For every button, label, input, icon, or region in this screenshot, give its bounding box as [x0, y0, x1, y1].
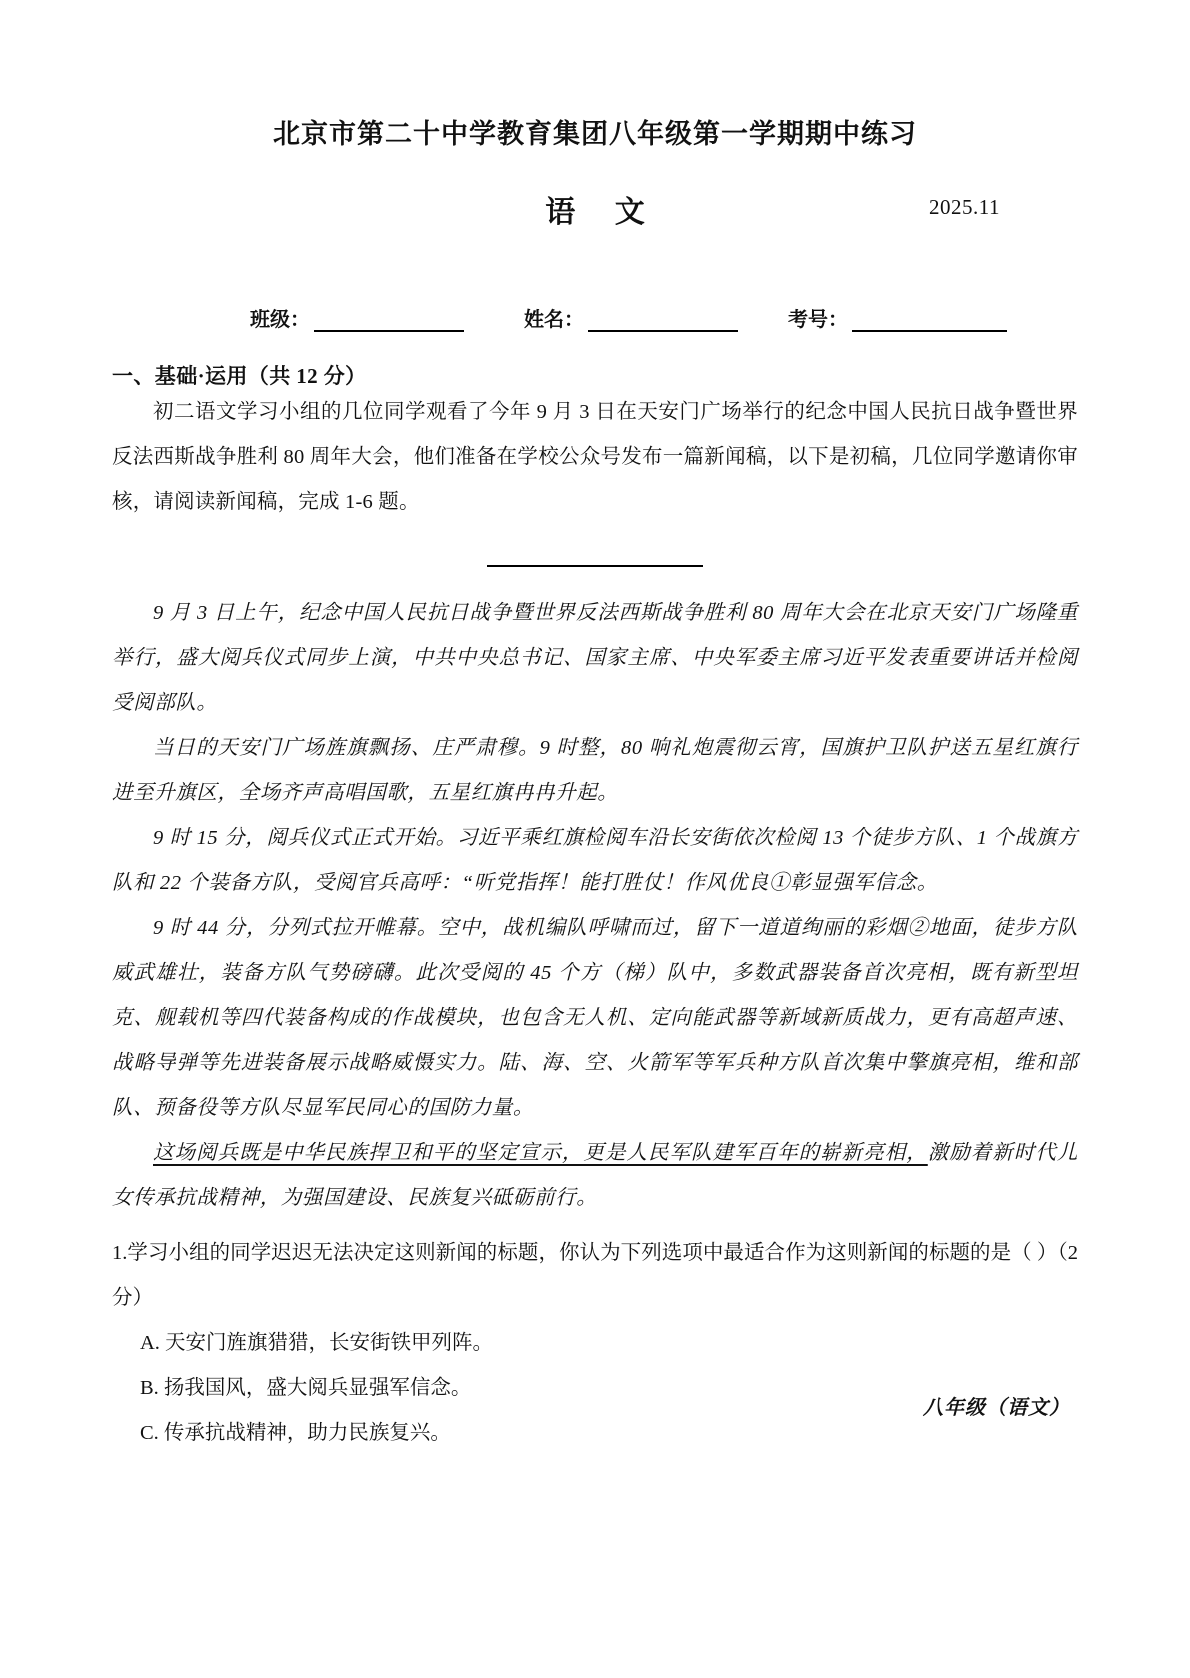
underlined-sentence: 这场阅兵既是中华民族捍卫和平的坚定宣示，更是人民军队建军百年的崭新亮相， [153, 1142, 928, 1164]
question-1-option-b[interactable]: B. 扬我国风，盛大阅兵显强军信念。 [140, 1377, 472, 1399]
question-1-stem: 学习小组的同学迟迟无法决定这则新闻的标题，你认为下列选项中最适合作为这则新闻的标题的是（ ）（2 分） [112, 1242, 1078, 1309]
name-blank[interactable] [588, 310, 738, 332]
name-label: 姓名： [524, 309, 584, 331]
section-heading: 一、基础·运用（共 12 分） [112, 364, 367, 388]
exam-id-blank[interactable] [852, 310, 1007, 332]
footer-note: 八年级（语文） [923, 1397, 1070, 1419]
news-paragraph-4: 9 时 44 分，分列式拉开帷幕。空中，战机编队呼啸而过，留下一道道绚丽的彩烟②地面，徒步方队威武雄壮，装备方队气势磅礴。此次受阅的 45 个方（梯）队中，多数武器装备首次亮相，既有新型坦克、舰载机等四代装备构成的作战模块，也包含无人机、定向能武器等新域新质战力，更有高超声速、战略导弹等先进装备展示战略威慑实力。陆、海、空、火箭军等军兵种方队首次集中擎旗亮相，维和部队、预备役等方队尽显军民同心的国防力量。 [112, 917, 1078, 1119]
question-1 [0, 1231, 1190, 1321]
news-paragraph-1: 9 月 3 日上午，纪念中国人民抗日战争暨世界反法西斯战争胜利 80 周年大会在北京天安门广场隆重举行，盛大阅兵仪式同步上演，中共中央总书记、国家主席、中央军委主席习近平发表重要讲话并检阅受阅部队。 [112, 602, 1078, 714]
class-blank[interactable] [314, 310, 464, 332]
class-label: 班级： [250, 309, 310, 331]
exam-date: 2025.11 [929, 195, 1000, 219]
news-title-blank-row [0, 551, 1190, 577]
news-title-blank[interactable] [487, 551, 703, 567]
identity-fields-row [0, 303, 1190, 332]
exam-id-label: 考号： [788, 309, 848, 331]
subject-name: 语 文 [545, 196, 661, 229]
news-paragraph-2: 当日的天安门广场旌旗飘扬、庄严肃穆。9 时整，80 响礼炮震彻云宵，国旗护卫队护送五星红旗行进至升旗区，全场齐声高唱国歌，五星红旗冉冉升起。 [112, 737, 1078, 804]
class-field[interactable] [250, 303, 464, 332]
section-intro-paragraph: 初二语文学习小组的几位同学观看了今年 9 月 3 日在天安门广场举行的纪念中国人民抗日战争暨世界反法西斯战争胜利 80 周年大会，他们准备在学校公众号发布一篇新闻稿，以下是初稿，几位同学邀请你审核，请阅读新闻稿，完成 1-6 题。 [112, 401, 1078, 513]
news-paragraph-3: 9 时 15 分，阅兵仪式正式开始。习近平乘红旗检阅车沿长安街依次检阅 13 个徒步方队、1 个战旗方队和 22 个装备方队，受阅官兵高呼：“听党指挥！能打胜仗！作风优良①彰显强军信念。 [112, 827, 1078, 894]
question-1-option-c[interactable]: C. 传承抗战精神，助力民族复兴。 [140, 1422, 451, 1444]
subject-row [0, 187, 1190, 231]
final-sentence: 激励着新时代儿女传承抗战精神，为强国建设、民族复兴砥砺前行。 [112, 1142, 1078, 1209]
exam-id-field[interactable] [788, 303, 1007, 332]
question-1-option-a[interactable]: A. 天安门旌旗猎猎，长安街铁甲列阵。 [140, 1332, 494, 1354]
question-1-number: 1. [112, 1242, 128, 1264]
name-field[interactable] [524, 303, 738, 332]
page-title: 北京市第二十中学教育集团八年级第一学期期中练习 [273, 119, 917, 149]
news-paragraph-5 [0, 1131, 1190, 1221]
